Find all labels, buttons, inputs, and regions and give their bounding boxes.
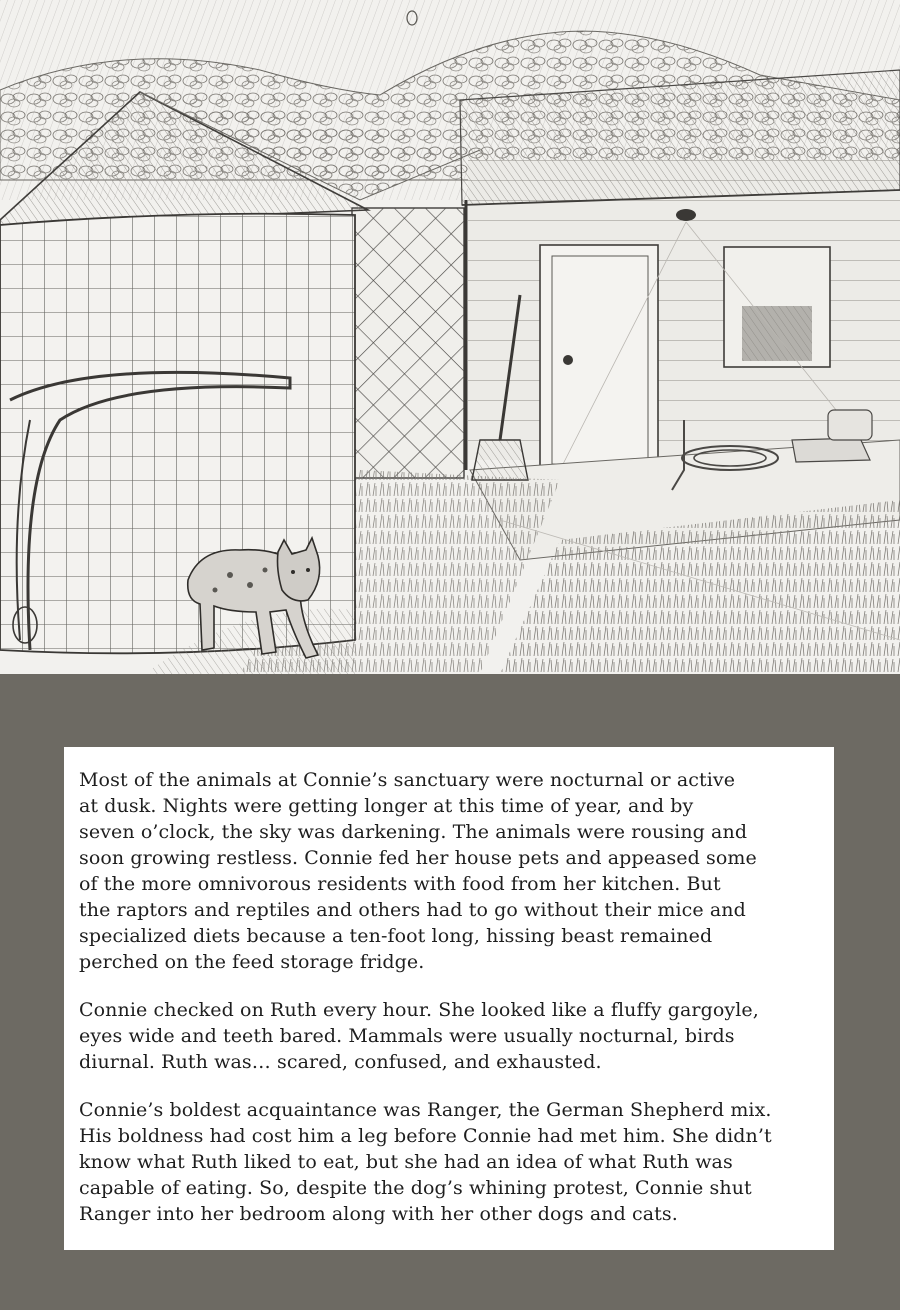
story-paragraph: Most of the animals at Connie’s sanctuary were nocturnal or active at dusk. Nights were getting longer at this time of year, and by seven o’clock, the sky was darkening. The animals were rousing and soon growing restless. Connie fed her house pets and appeased some of the more omnivorous residents with food from her kitchen. But the raptors and reptiles and others had to go without their mice and specialized diets because a ten-foot long, hissing beast remained perched on the feed storage fridge. [79, 769, 757, 973]
story-text-box [64, 747, 834, 1250]
door-knob-icon [563, 355, 573, 365]
story-paragraph: Connie checked on Ruth every hour. She looked like a fluffy gargoyle, eyes wide and teeth bared. Mammals were usually nocturnal, birds diurnal. Ruth was… scared, confused, and exhausted. [79, 999, 759, 1073]
story-paragraph: Connie’s boldest acquaintance was Ranger, the German Shepherd mix. His boldness had cost him a leg before Connie had met him. She didn’t know what Ruth liked to eat, but she had an idea of what Ruth was capable of eating. So, despite the dog’s whining protest, Connie shut Ranger into her bedroom along with her other dogs and cats. [79, 1099, 772, 1225]
